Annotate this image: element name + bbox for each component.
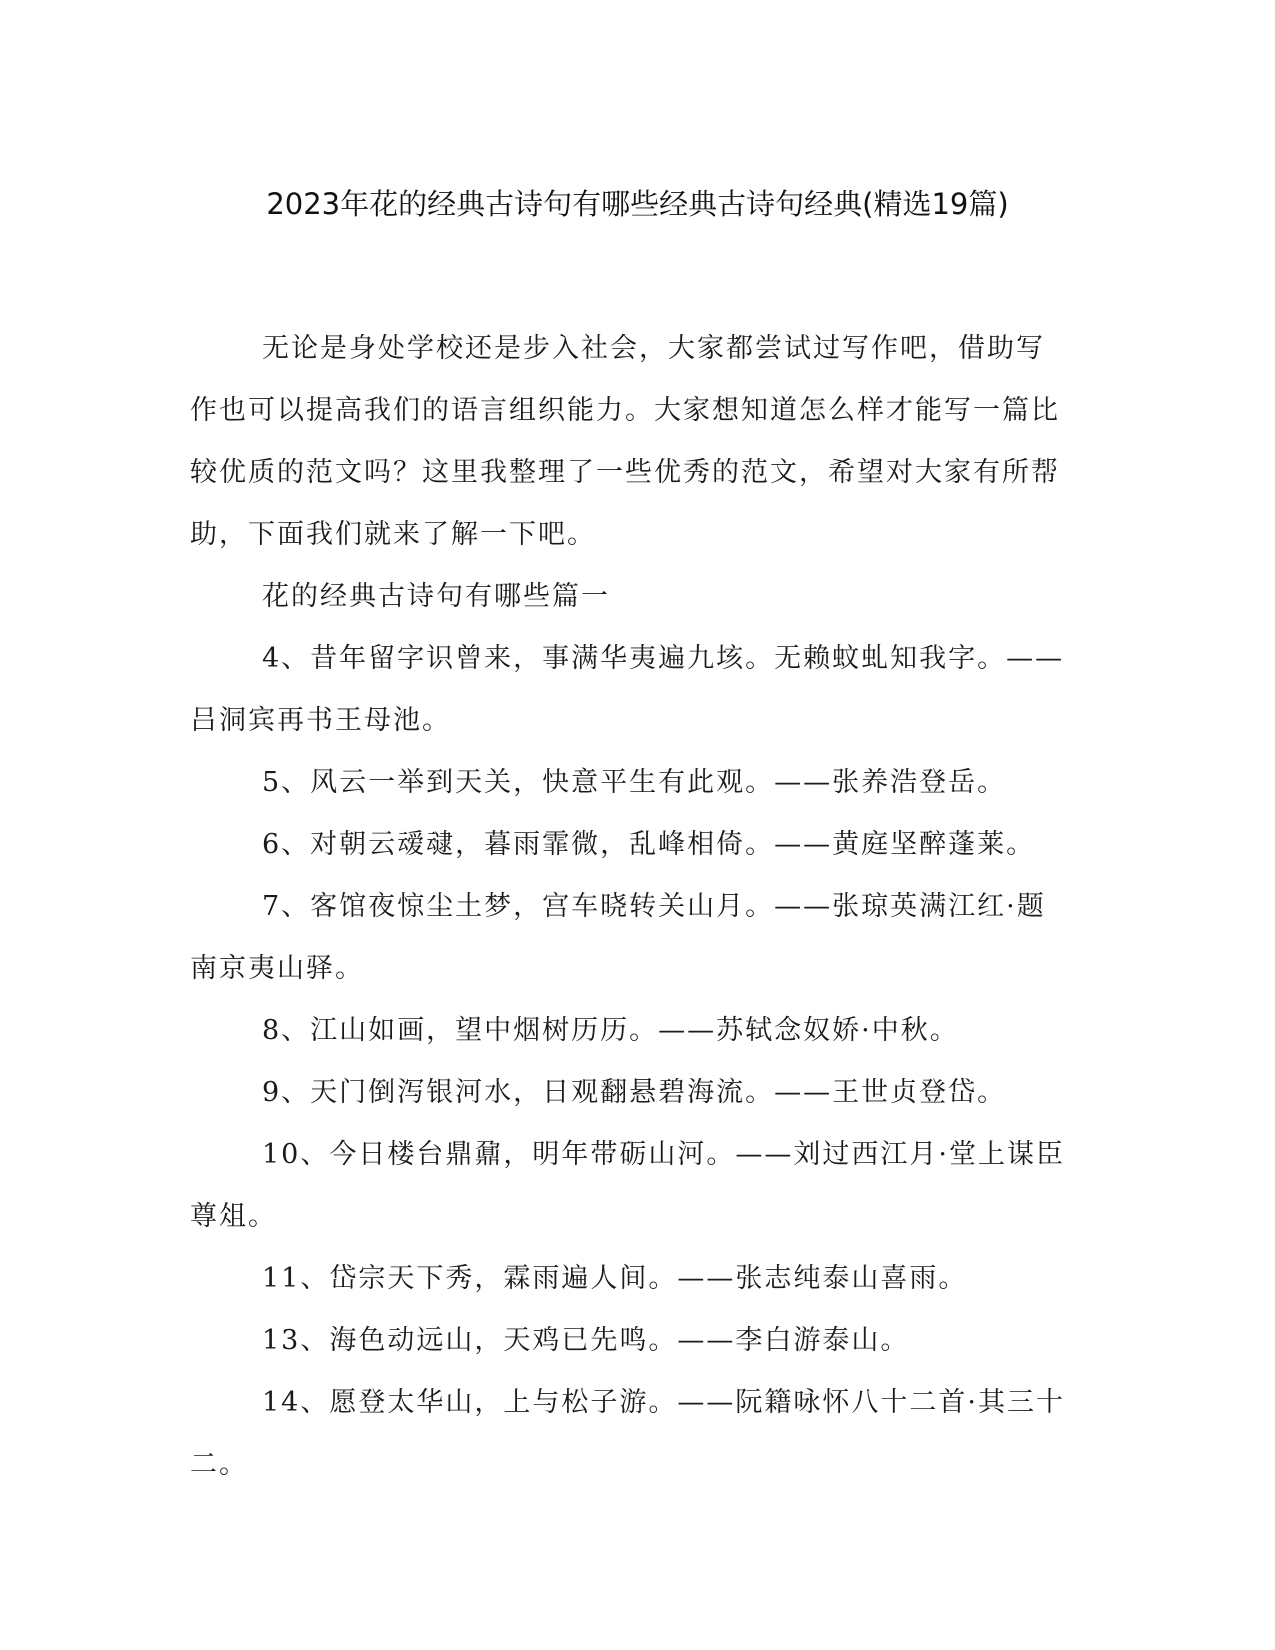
intro-paragraph: 无论是身处学校还是步入社会，大家都尝试过写作吧，借助写作也可以提高我们的语言组织能力。大家想知道怎么样才能写一篇比较优质的范文吗？这里我整理了一些优秀的范文，希望对大家有所帮助，下面我们就来了解一下吧。 [190, 333, 1060, 550]
poem-line: 13、海色动远山，天鸡已先鸣。——李白游泰山。 [262, 1325, 910, 1356]
poem-line: 14、愿登太华山，上与松子游。——阮籍咏怀八十二首·其三十二。 [190, 1387, 1065, 1480]
poem-line: 6、对朝云叆叇，暮雨霏微，乱峰相倚。——黄庭坚醉蓬莱。 [262, 829, 1036, 860]
document-title: 2023年花的经典古诗句有哪些经典古诗句经典(精选19篇) [266, 187, 1009, 221]
poem-line: 8、江山如画，望中烟树历历。——苏轼念奴娇·中秋。 [262, 1015, 959, 1046]
poem-line: 4、昔年留字识曾来，事满华夷遍九垓。无赖蚊虬知我字。——吕洞宾再书王母池。 [190, 643, 1065, 736]
poem-line: 5、风云一举到天关，快意平生有此观。——张养浩登岳。 [262, 767, 1007, 798]
poem-line: 9、天门倒泻银河水，日观翻悬碧海流。——王世贞登岱。 [262, 1077, 1007, 1108]
poem-line: 11、岱宗天下秀，霖雨遍人间。——张志纯泰山喜雨。 [262, 1263, 968, 1294]
poem-line: 10、今日楼台鼎鼐，明年带砺山河。——刘过西江月·堂上谋臣尊俎。 [190, 1139, 1065, 1232]
document-body [190, 318, 1070, 1496]
poem-line: 7、客馆夜惊尘土梦，宫车晓转关山月。——张琼英满江红·题南京夷山驿。 [190, 891, 1046, 984]
section-heading: 花的经典古诗句有哪些篇一 [262, 581, 610, 612]
